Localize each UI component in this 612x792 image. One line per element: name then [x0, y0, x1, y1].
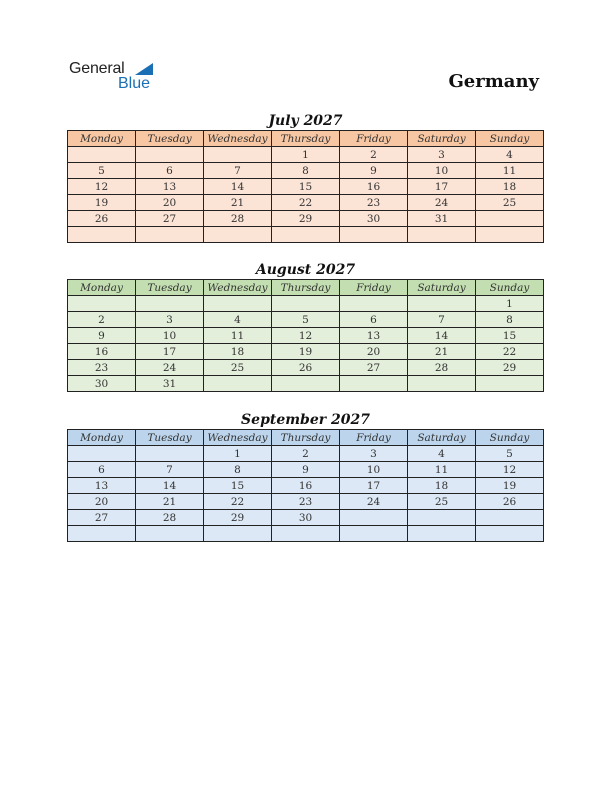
- day-cell: [68, 296, 136, 312]
- day-cell: [136, 526, 204, 542]
- day-cell: [272, 526, 340, 542]
- day-cell: 18: [204, 344, 272, 360]
- day-cell: [68, 526, 136, 542]
- weekday-header: Thursday: [272, 430, 340, 446]
- day-cell: 8: [476, 312, 544, 328]
- weekday-header: Wednesday: [204, 131, 272, 147]
- week-row: [68, 312, 544, 328]
- weekday-header: Friday: [340, 430, 408, 446]
- day-cell: 1: [204, 446, 272, 462]
- day-cell: 21: [408, 344, 476, 360]
- day-cell: 20: [68, 494, 136, 510]
- day-cell: 29: [204, 510, 272, 526]
- week-row: [68, 195, 544, 211]
- day-cell: [476, 526, 544, 542]
- day-cell: 17: [340, 478, 408, 494]
- month-august: [67, 261, 544, 392]
- day-cell: 5: [272, 312, 340, 328]
- day-cell: 25: [204, 360, 272, 376]
- week-row: [68, 526, 544, 542]
- day-cell: 22: [204, 494, 272, 510]
- weekday-header: Wednesday: [204, 280, 272, 296]
- day-cell: 31: [136, 376, 204, 392]
- day-cell: 7: [204, 163, 272, 179]
- week-row: [68, 147, 544, 163]
- day-cell: 7: [136, 462, 204, 478]
- week-row: [68, 211, 544, 227]
- weekday-header-row: [68, 280, 544, 296]
- day-cell: 17: [136, 344, 204, 360]
- day-cell: 5: [68, 163, 136, 179]
- day-cell: [408, 296, 476, 312]
- day-cell: 3: [136, 312, 204, 328]
- day-cell: 24: [340, 494, 408, 510]
- day-cell: [476, 376, 544, 392]
- month-title: August 2027: [255, 262, 356, 278]
- day-cell: 14: [408, 328, 476, 344]
- day-cell: 23: [68, 360, 136, 376]
- day-cell: 27: [340, 360, 408, 376]
- day-cell: 20: [136, 195, 204, 211]
- day-cell: 19: [68, 195, 136, 211]
- day-cell: 1: [476, 296, 544, 312]
- day-cell: 20: [340, 344, 408, 360]
- day-cell: 29: [272, 211, 340, 227]
- weekday-header: Monday: [68, 131, 136, 147]
- day-cell: 10: [408, 163, 476, 179]
- day-cell: 25: [408, 494, 476, 510]
- day-cell: 16: [340, 179, 408, 195]
- week-row: [68, 360, 544, 376]
- month-july: [67, 112, 544, 243]
- day-cell: 30: [68, 376, 136, 392]
- day-cell: 13: [136, 179, 204, 195]
- day-cell: [204, 526, 272, 542]
- weekday-header: Wednesday: [204, 430, 272, 446]
- weekday-header: Tuesday: [136, 280, 204, 296]
- day-cell: 4: [408, 446, 476, 462]
- weekday-header: Monday: [68, 430, 136, 446]
- weekday-header: Thursday: [272, 280, 340, 296]
- day-cell: 15: [204, 478, 272, 494]
- day-cell: 28: [136, 510, 204, 526]
- day-cell: 2: [68, 312, 136, 328]
- day-cell: 13: [68, 478, 136, 494]
- day-cell: [272, 296, 340, 312]
- logo-text-blue: Blue: [118, 75, 151, 92]
- day-cell: 22: [476, 344, 544, 360]
- month-title: July 2027: [268, 113, 343, 129]
- day-cell: [136, 147, 204, 163]
- day-cell: 16: [68, 344, 136, 360]
- day-cell: 21: [204, 195, 272, 211]
- day-cell: 12: [68, 179, 136, 195]
- day-cell: 11: [408, 462, 476, 478]
- day-cell: 9: [340, 163, 408, 179]
- day-cell: 30: [272, 510, 340, 526]
- day-cell: [408, 227, 476, 243]
- weekday-header: Friday: [340, 131, 408, 147]
- logo: [69, 60, 151, 92]
- day-cell: 26: [68, 211, 136, 227]
- day-cell: 19: [272, 344, 340, 360]
- day-cell: [408, 510, 476, 526]
- day-cell: 18: [408, 478, 476, 494]
- day-cell: 2: [272, 446, 340, 462]
- day-cell: [68, 227, 136, 243]
- weekday-header: Sunday: [476, 430, 544, 446]
- day-cell: [476, 227, 544, 243]
- day-cell: 11: [204, 328, 272, 344]
- day-cell: 5: [476, 446, 544, 462]
- day-cell: 28: [204, 211, 272, 227]
- day-cell: 31: [408, 211, 476, 227]
- day-cell: [68, 147, 136, 163]
- day-cell: 9: [68, 328, 136, 344]
- day-cell: [340, 526, 408, 542]
- week-row: [68, 494, 544, 510]
- day-cell: [204, 376, 272, 392]
- week-row: [68, 446, 544, 462]
- weekday-header: Tuesday: [136, 131, 204, 147]
- day-cell: 21: [136, 494, 204, 510]
- day-cell: [272, 227, 340, 243]
- weekday-header: Saturday: [408, 430, 476, 446]
- day-cell: [340, 510, 408, 526]
- day-cell: [340, 227, 408, 243]
- day-cell: [204, 296, 272, 312]
- day-cell: [340, 296, 408, 312]
- day-cell: 14: [204, 179, 272, 195]
- day-cell: 13: [340, 328, 408, 344]
- day-cell: 15: [476, 328, 544, 344]
- day-cell: 15: [272, 179, 340, 195]
- weekday-header: Saturday: [408, 280, 476, 296]
- day-cell: 6: [136, 163, 204, 179]
- day-cell: 17: [408, 179, 476, 195]
- weekday-header: Sunday: [476, 131, 544, 147]
- day-cell: 11: [476, 163, 544, 179]
- day-cell: [136, 296, 204, 312]
- week-row: [68, 328, 544, 344]
- day-cell: 2: [340, 147, 408, 163]
- month-september: [67, 411, 544, 542]
- day-cell: 30: [340, 211, 408, 227]
- day-cell: 6: [340, 312, 408, 328]
- day-cell: [340, 376, 408, 392]
- day-cell: 26: [272, 360, 340, 376]
- day-cell: [204, 227, 272, 243]
- week-row: [68, 462, 544, 478]
- weekday-header: Thursday: [272, 131, 340, 147]
- country-title: Germany: [448, 71, 539, 92]
- week-row: [68, 344, 544, 360]
- day-cell: 7: [408, 312, 476, 328]
- day-cell: 1: [272, 147, 340, 163]
- day-cell: 23: [272, 494, 340, 510]
- weekday-header-row: [68, 131, 544, 147]
- weekday-header: Monday: [68, 280, 136, 296]
- day-cell: 19: [476, 478, 544, 494]
- day-cell: 6: [68, 462, 136, 478]
- weekday-header: Saturday: [408, 131, 476, 147]
- day-cell: [408, 526, 476, 542]
- week-row: [68, 478, 544, 494]
- day-cell: [476, 211, 544, 227]
- day-cell: 24: [136, 360, 204, 376]
- day-cell: [476, 510, 544, 526]
- weekday-header: Sunday: [476, 280, 544, 296]
- day-cell: 25: [476, 195, 544, 211]
- day-cell: 12: [476, 462, 544, 478]
- day-cell: [136, 227, 204, 243]
- week-row: [68, 179, 544, 195]
- day-cell: 27: [68, 510, 136, 526]
- day-cell: 3: [340, 446, 408, 462]
- calendar-table: [67, 279, 544, 392]
- day-cell: 10: [340, 462, 408, 478]
- day-cell: 8: [272, 163, 340, 179]
- day-cell: 3: [408, 147, 476, 163]
- day-cell: 23: [340, 195, 408, 211]
- day-cell: 24: [408, 195, 476, 211]
- day-cell: [136, 446, 204, 462]
- day-cell: [204, 147, 272, 163]
- day-cell: 10: [136, 328, 204, 344]
- calendar-table: [67, 130, 544, 243]
- weekday-header-row: [68, 430, 544, 446]
- week-row: [68, 376, 544, 392]
- day-cell: 29: [476, 360, 544, 376]
- day-cell: 4: [476, 147, 544, 163]
- calendar-table: [67, 429, 544, 542]
- day-cell: 28: [408, 360, 476, 376]
- day-cell: 27: [136, 211, 204, 227]
- logo-text-general: General: [69, 60, 125, 77]
- day-cell: [272, 376, 340, 392]
- week-row: [68, 227, 544, 243]
- day-cell: 22: [272, 195, 340, 211]
- day-cell: 14: [136, 478, 204, 494]
- day-cell: 8: [204, 462, 272, 478]
- day-cell: 12: [272, 328, 340, 344]
- week-row: [68, 510, 544, 526]
- day-cell: 18: [476, 179, 544, 195]
- day-cell: [408, 376, 476, 392]
- day-cell: 16: [272, 478, 340, 494]
- logo-triangle-icon: [135, 63, 153, 75]
- week-row: [68, 163, 544, 179]
- day-cell: 4: [204, 312, 272, 328]
- week-row: [68, 296, 544, 312]
- weekday-header: Friday: [340, 280, 408, 296]
- weekday-header: Tuesday: [136, 430, 204, 446]
- day-cell: [68, 446, 136, 462]
- day-cell: 9: [272, 462, 340, 478]
- month-title: September 2027: [241, 412, 370, 428]
- day-cell: 26: [476, 494, 544, 510]
